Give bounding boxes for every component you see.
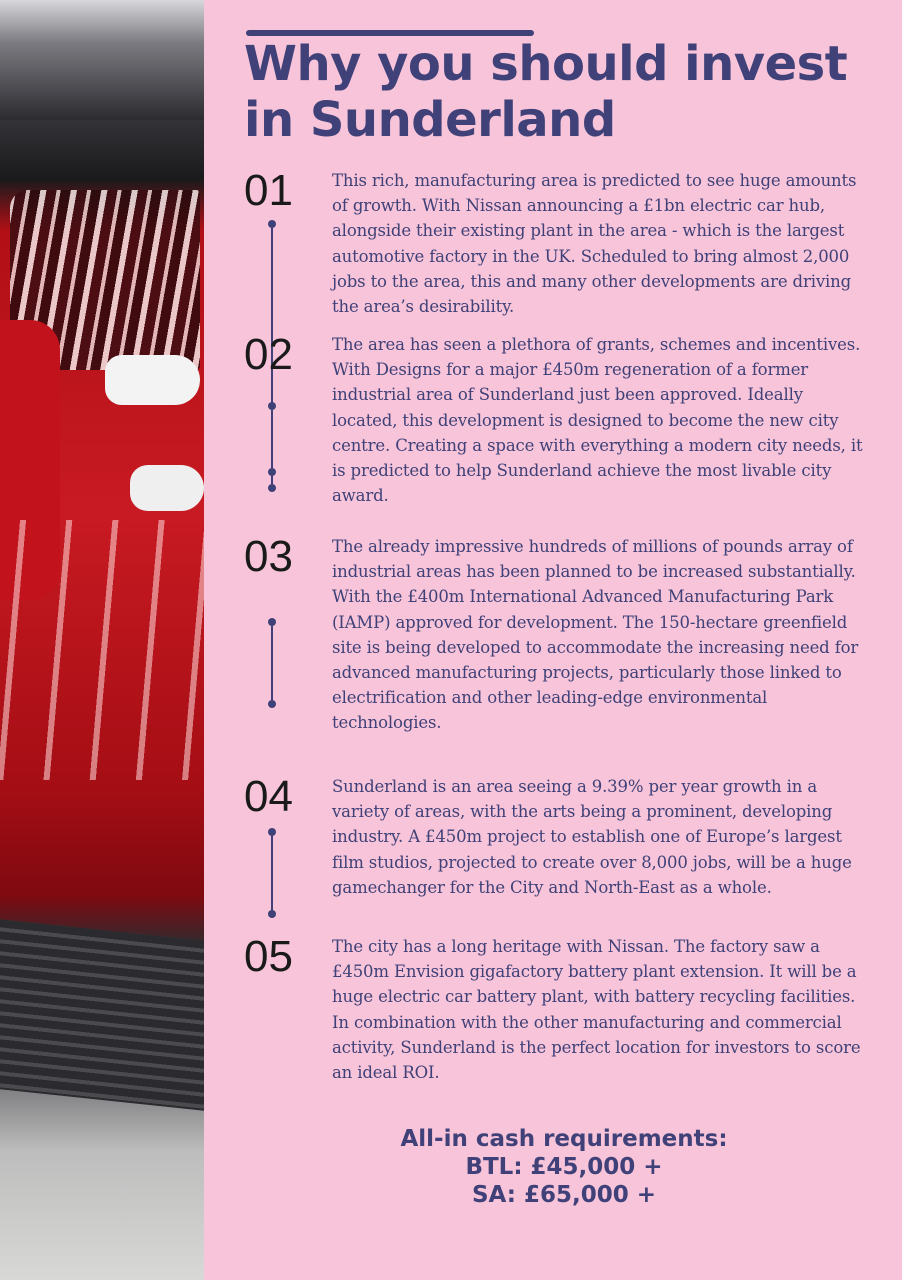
point-number: 01 (244, 166, 293, 215)
photo-glove (130, 465, 204, 511)
btl-requirement: BTL: £45,000 + (465, 1154, 663, 1180)
point-connector (270, 832, 274, 914)
point-number: 05 (244, 932, 293, 981)
point-number: 02 (244, 330, 293, 379)
cash-requirements-heading: All-in cash requirements: (400, 1126, 728, 1152)
point-text: Sunderland is an area seeing a 9.39% per year growth in a variety of areas, with the arts being a prominent, developing industry. A £450m project to establish one of Europe’s largest film studios, projected to create over 8,000 jobs, will be a huge gamechanger for the City and North-East as a whole. (332, 777, 852, 897)
point-number: 04 (244, 772, 293, 821)
point-number: 03 (244, 532, 293, 581)
photo-car-reflection (0, 520, 204, 780)
point-connector (270, 622, 274, 704)
content-panel (204, 0, 902, 1280)
photo-glove (105, 355, 200, 405)
cash-requirements (354, 1125, 774, 1209)
photo-ceiling (0, 0, 204, 120)
point-text: The city has a long heritage with Nissan. The factory saw a £450m Envision gigafactory battery plant extension. It will be a huge electric car battery plant, with battery recycling facilities. In combination with the other manufacturing and commercial activity, Sunderland is the perfect location for investors to score an ideal ROI. (332, 937, 861, 1083)
point-text: The already impressive hundreds of millions of pounds array of industrial areas has been planned to be increased substantially. With the £400m International Advanced Manufacturing Park (IAMP) approved for development. The 150-hectare greenfield site is being developed to accommodate the increasing need for advanced manufacturing projects, particularly those linked to electrification and other leading-edge environmental technologies. (332, 537, 859, 733)
point-text: The area has seen a plethora of grants, schemes and incentives. With Designs for a major £450m regeneration of a former industrial area of Sunderland just been approved. Ideally located, this development is designed to become the new city centre. Creating a space with everything a modern city needs, it is predicted to help Sunderland achieve the most livable city award. (332, 335, 863, 506)
page-title: Why you should invest in Sunderland (244, 36, 848, 148)
point-connector (270, 406, 274, 488)
point-text: This rich, manufacturing area is predicted to see huge amounts of growth. With Nissan announcing a £1bn electric car hub, alongside their existing plant in the area - which is the largest automotive factory in the UK. Scheduled to bring almost 2,000 jobs to the area, this and many other developments are driving the area’s desirability. (332, 171, 857, 317)
photo-floor (0, 919, 204, 1110)
factory-photo (0, 0, 204, 1280)
sa-requirement: SA: £65,000 + (471, 1182, 657, 1208)
